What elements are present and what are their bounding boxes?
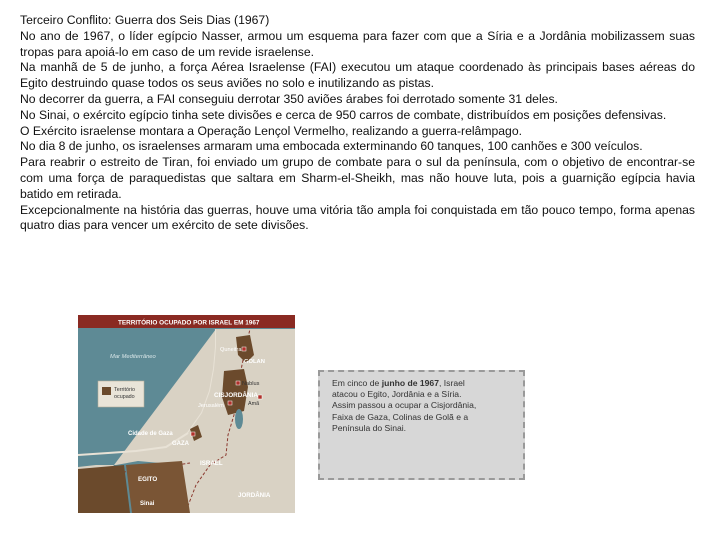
paragraph: No ano de 1967, o líder egípcio Nasser, armou um esquema para fazer com que a Síria e a Jordânia mobilizassem suas tropas para apoiá-lo em caso de um revide israelense.: [20, 28, 695, 59]
label-cisjordania: CISJORDÂNIA: [214, 392, 259, 399]
note-line: Faixa de Gaza, Colinas de Golã e a: [332, 411, 469, 422]
dead-sea: [235, 409, 243, 429]
marker-quneitra: [242, 347, 246, 351]
occupied-territory-map: [78, 315, 295, 513]
marker-nablus: [236, 381, 240, 385]
label-gaza: GAZA: [172, 441, 189, 447]
label-nablus: Nablus: [242, 381, 260, 387]
label-israel: ISRAEL: [200, 460, 223, 467]
marker-jerusalem: [228, 401, 232, 405]
note-line: Península do Sinai.: [332, 422, 407, 433]
note-line: atacou o Egito, Jordânia e a Síria.: [332, 389, 462, 400]
paragraph: No decorrer da guerra, a FAI conseguiu derrotar 350 aviões árabes foi derrotado somente 31 deles.: [20, 91, 558, 106]
note-card: [318, 370, 525, 480]
occupied-sinai-west: [78, 465, 130, 513]
label-sea: Mar Mediterrâneo: [110, 354, 156, 360]
paragraph: Na manhã de 5 de junho, a força Aérea Israelense (FAI) executou um ataque coordenado às principais bases aéreas do Egito destruindo quase todos os seus aviões no solo e inutilizando as pistas.: [20, 60, 695, 91]
legend-label-2: ocupado: [114, 394, 135, 400]
note-line: Assim passou a ocupar a Cisjordânia,: [332, 400, 477, 411]
note-text: [332, 378, 518, 434]
paragraph: Para reabrir o estreito de Tiran, foi enviado um grupo de combate para o sul da península, com o objetivo de encontrar-se com uma força de paraquedistas que saltara em Sharm-el-Sheikh, mas não houve luta, pois a guarnição egípcia havia batido em retirada.: [20, 155, 695, 201]
paragraph: O Exército israelense montara a Operação Lençol Vermelho, realizando a guerra-relâmpago.: [20, 123, 522, 138]
paragraph: Excepcionalmente na história das guerras, houve uma vitória tão ampla foi conquistada em tão pouco tempo, forma apenas quatro dias para vencer um exército de sete divisões.: [20, 202, 695, 233]
paragraph: No Sinai, o exército egípcio tinha sete divisões e cerca de 950 carros de combate, distribuídos em posições defensivas.: [20, 107, 667, 122]
note-line: Em cinco de junho de 1967, Israel: [332, 378, 465, 388]
label-ama: Amã: [248, 401, 260, 407]
document-body: [20, 13, 695, 234]
label-sinai: Sinai: [140, 501, 155, 507]
marker-gaza-city: [191, 432, 195, 436]
label-egito: EGITO: [138, 476, 158, 483]
map-title: TERRITÓRIO OCUPADO POR ISRAEL EM 1967: [118, 319, 260, 327]
legend-label-1: Território: [114, 387, 135, 393]
marker-ama: [258, 395, 262, 399]
label-jerusalem: Jerusalém: [198, 403, 224, 409]
label-jordania: JORDÂNIA: [238, 492, 271, 499]
label-gaza-city: Cidade de Gaza: [128, 431, 173, 437]
label-quneitra: Quneitra: [220, 347, 242, 353]
occupied-sinai-east: [126, 461, 190, 513]
label-golan: GOLAN: [244, 359, 265, 365]
legend-swatch: [102, 387, 111, 395]
document-title: Terceiro Conflito: Guerra dos Seis Dias (1967): [20, 13, 270, 27]
paragraph: No dia 8 de junho, os israelenses armaram uma embocada exterminando 60 tanques, 100 canhões e 300 veículos.: [20, 139, 643, 154]
